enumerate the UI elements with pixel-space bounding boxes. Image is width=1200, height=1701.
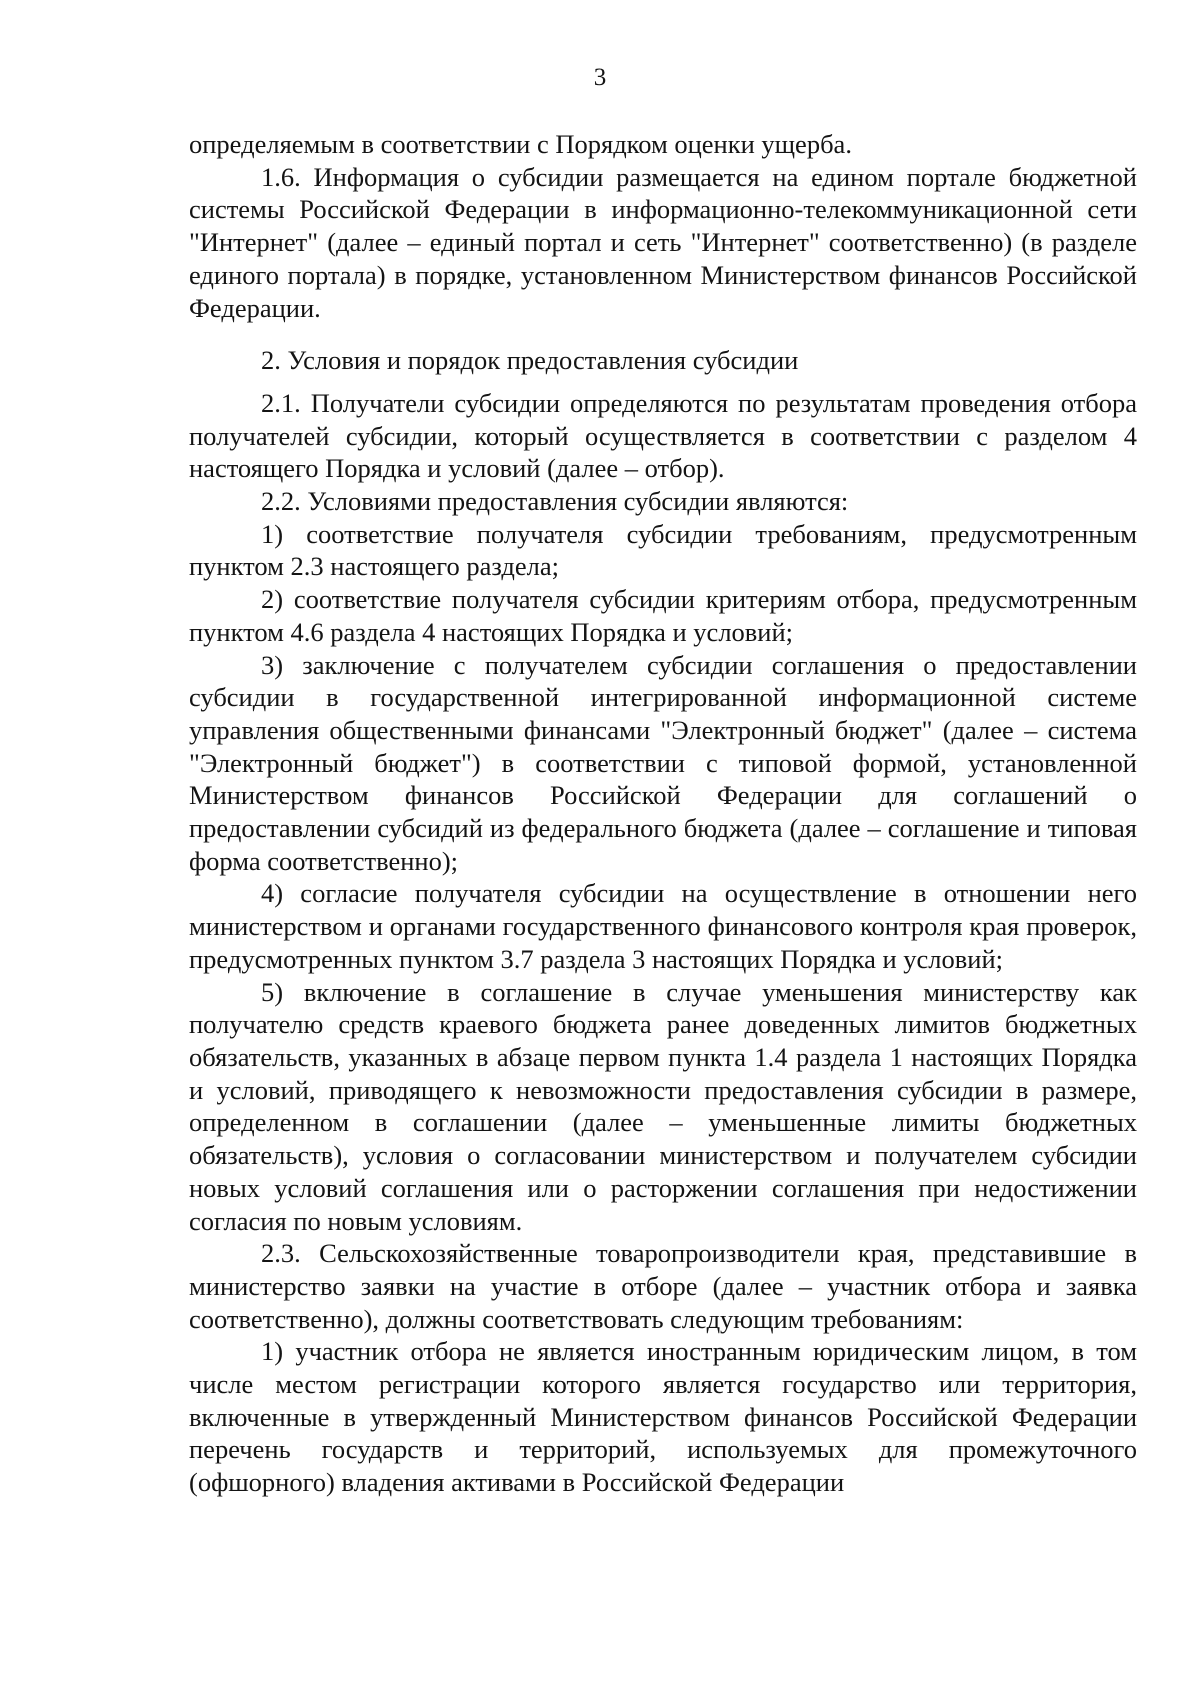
paragraph-2-2-item-5: 5) включение в соглашение в случае уменьшения министерству как получателю средств краевого бюджета ранее доведенных лимитов бюджетных обязательств, указанных в абзаце первом пункта 1.4 раздела 1 настоящих Порядка и условий, приводящего к невозможности предоставления субсидии в размере, определенном в соглашении (далее – уменьшенные лимиты бюджетных обязательств), условия о согласовании министерством и получателем субсидии новых условий соглашения или о расторжении соглашения при недостижении согласия по новым условиям.: [189, 976, 1137, 1236]
paragraph-2-2-item-4: 4) согласие получателя субсидии на осуществление в отношении него министерством и органами государственного финансового контроля края проверок, предусмотренных пунктом 3.7 раздела 3 настоящих Порядка и условий;: [189, 878, 1137, 974]
paragraph-2-3: 2.3. Сельскохозяйственные товаропроизводители края, представившие в министерство заявки на участие в отборе (далее – участник отбора и заявка соответственно), должны соответствовать следующим требованиям:: [189, 1238, 1137, 1334]
paragraph-2-1: 2.1. Получатели субсидии определяются по результатам проведения отбора получателей субсидии, который осуществляется в соответствии с разделом 4 настоящего Порядка и условий (далее – отбор).: [189, 387, 1137, 484]
page-number: 3: [593, 64, 607, 91]
paragraph-2-3-item-1: 1) участник отбора не является иностранным юридическим лицом, в том числе местом регистрации которого является государство или территория, включенные в утвержденный Министерством финансов Российской Федерации перечень государств и территорий, используемых для промежуточного (офшорного) владения активами в Российской Федерации: [189, 1336, 1137, 1498]
paragraph-continuation: определяемым в соответствии с Порядком оценки ущерба.: [189, 129, 852, 159]
document-body: [189, 128, 1137, 1499]
paragraph-2-2: 2.2. Условиями предоставления субсидии являются:: [261, 486, 849, 517]
paragraph-2-2-item-1: 1) соответствие получателя субсидии требованиям, предусмотренным пунктом 2.3 настоящего раздела;: [189, 518, 1137, 582]
section-heading-2: 2. Условия и порядок предоставления субсидии: [261, 345, 799, 376]
paragraph-2-2-item-3: 3) заключение с получателем субсидии соглашения о предоставлении субсидии в государственной интегрированной информационной системе управления общественными финансами "Электронный бюджет" (далее – система "Электронный бюджет") в соответствии с типовой формой, установленной Министерством финансов Российской Федерации для соглашений о предоставлении субсидий из федерального бюджета (далее – соглашение и типовая форма соответственно);: [189, 649, 1137, 876]
paragraph-2-2-item-2: 2) соответствие получателя субсидии критериям отбора, предусмотренным пунктом 4.6 раздела 4 настоящих Порядка и условий;: [189, 584, 1137, 647]
paragraph-1-6: 1.6. Информация о субсидии размещается на едином портале бюджетной системы Российской Федерации в информационно-телекоммуникационной сети "Интернет" (далее – единый портал и сеть "Интернет" соответственно) (в разделе единого портала) в порядке, установленном Министерством финансов Российской Федерации.: [189, 161, 1137, 323]
